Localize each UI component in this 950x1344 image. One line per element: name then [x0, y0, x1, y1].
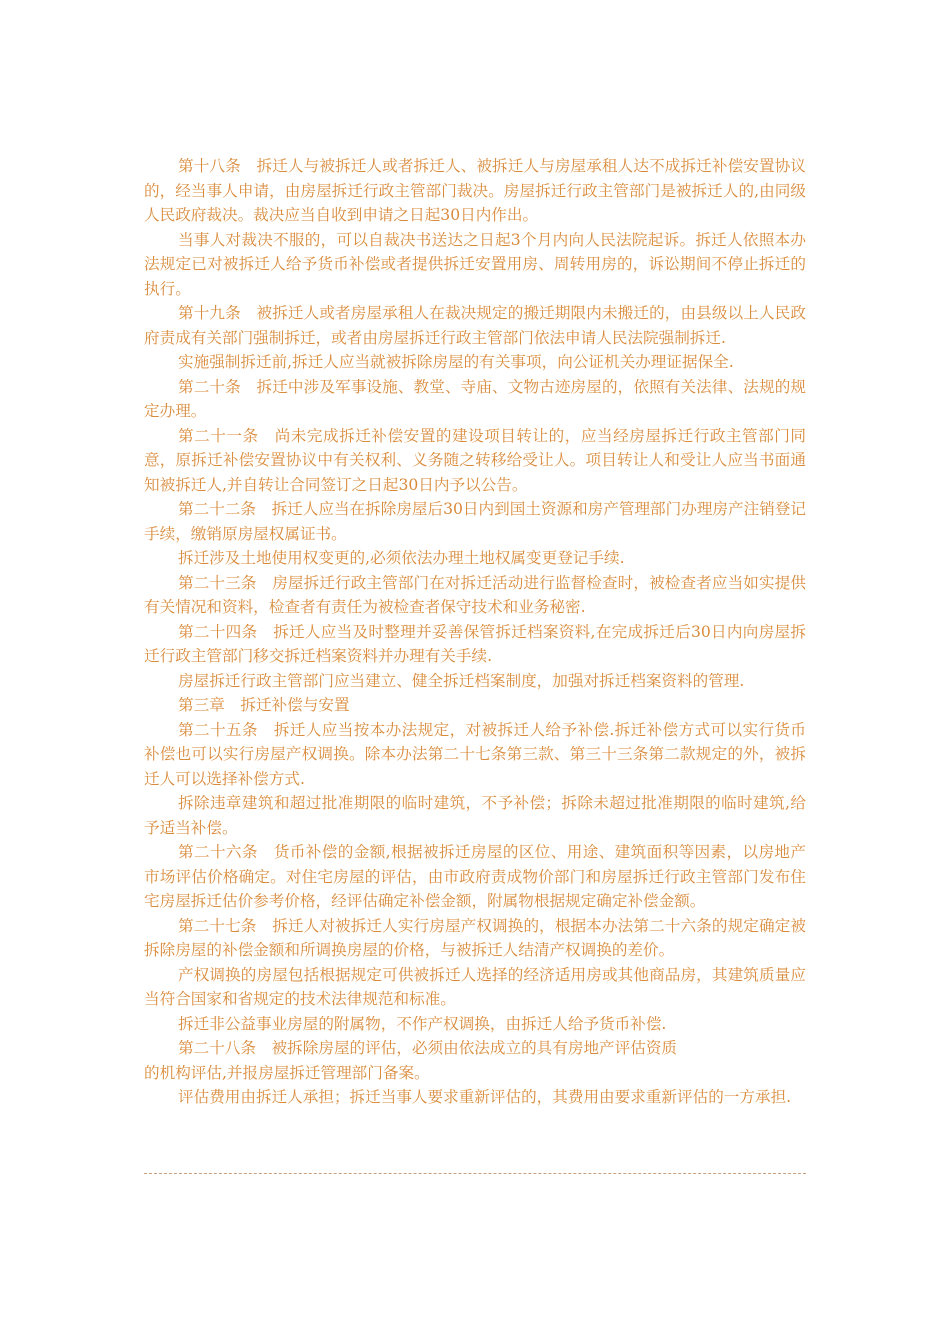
article-18-para-2: 当事人对裁决不服的，可以自裁决书送达之日起3个月内向人民法院起诉。拆迁人依照本办法规定已对被拆迁人给予货币补偿或者提供拆迁安置用房、周转用房的，诉讼期间不停止拆迁的执行。: [144, 230, 806, 298]
article-24: 第二十四条 拆迁人应当及时整理并妥善保管拆迁档案资料,在完成拆迁后30日内向房屋拆迁行政主管部门移交拆迁档案资料并办理有关手续.: [144, 622, 806, 665]
document-body: [144, 154, 806, 1110]
article-27-para-3: 拆迁非公益事业房屋的附属物，不作产权调换，由拆迁人给予货币补偿.: [178, 1014, 667, 1033]
article-22-para-2: 拆迁涉及土地使用权变更的,必须依法办理土地权属变更登记手续.: [178, 549, 625, 567]
article-28-continuation: 的机构评估,并报房屋拆迁管理部门备案。: [144, 1063, 430, 1082]
article-19: 第十九条 被拆迁人或者房屋承租人在裁决规定的搬迁期限内未搬迁的，由县级以上人民政府责成有关部门强制拆迁，或者由房屋拆迁行政主管部门依法申请人民法院强制拆迁.: [144, 304, 806, 347]
article-19-para-2: 实施强制拆迁前,拆迁人应当就被拆除房屋的有关事项，向公证机关办理证据保全.: [178, 353, 734, 371]
article-21: 第二十一条 尚未完成拆迁补偿安置的建设项目转让的，应当经房屋拆迁行政主管部门同意，原拆迁补偿安置协议中有关权利、义务随之转移给受让人。项目转让人和受让人应当书面通知被拆迁人,并自转让合同签订之日起30日内予以公告。: [144, 426, 806, 494]
article-20: 第二十条 拆迁中涉及军事设施、教堂、寺庙、文物古迹房屋的，依照有关法律、法规的规定办理。: [144, 377, 806, 420]
article-23: 第二十三条 房屋拆迁行政主管部门在对拆迁活动进行监督检查时，被检查者应当如实提供有关情况和资料，检查者有责任为被检查者保守技术和业务秘密.: [144, 573, 806, 616]
chapter-3-heading: 第三章 拆迁补偿与安置: [178, 696, 350, 714]
article-25-para-2: 拆除违章建筑和超过批准期限的临时建筑，不予补偿；拆除未超过批准期限的临时建筑,给予适当补偿。: [144, 794, 806, 837]
article-26: 第二十六条 货币补偿的金额,根据被拆迁房屋的区位、用途、建筑面积等因素，以房地产市场评估价格确定。对住宅房屋的评估，由市政府责成物价部门和房屋拆迁行政主管部门发布住宅房屋拆迁估价参考价格，经评估确定补偿金额，附属物根据规定确定补偿金额。: [144, 843, 806, 910]
page-divider: [144, 1173, 806, 1174]
article-18: 第十八条 拆迁人与被拆迁人或者拆迁人、被拆迁人与房屋承租人达不成拆迁补偿安置协议的，经当事人申请，由房屋拆迁行政主管部门裁决。房屋拆迁行政主管部门是被拆迁人的,由同级人民政府裁决。裁决应当自收到申请之日起30日内作出。: [144, 157, 806, 224]
article-22: 第二十二条 拆迁人应当在拆除房屋后30日内到国土资源和房产管理部门办理房产注销登记手续，缴销原房屋权属证书。: [144, 500, 806, 543]
article-25: 第二十五条 拆迁人应当按本办法规定，对被拆迁人给予补偿.拆迁补偿方式可以实行货币补偿也可以实行房屋产权调换。除本办法第二十七条第三款、第三十三条第二款规定的外，被拆迁人可以选择补偿方式.: [144, 720, 806, 788]
article-24-para-2: 房屋拆迁行政主管部门应当建立、健全拆迁档案制度，加强对拆迁档案资料的管理.: [178, 671, 745, 690]
article-28: 第二十八条 被拆除房屋的评估，必须由依法成立的具有房地产评估资质: [178, 1039, 678, 1057]
article-27-para-2: 产权调换的房屋包括根据规定可供被拆迁人选择的经济适用房或其他商品房，其建筑质量应当符合国家和省规定的技术法律规范和标准。: [144, 965, 806, 1008]
article-27: 第二十七条 拆迁人对被拆迁人实行房屋产权调换的，根据本办法第二十六条的规定确定被拆除房屋的补偿金额和所调换房屋的价格，与被拆迁人结清产权调换的差价。: [144, 916, 806, 959]
article-28-para-2: 评估费用由拆迁人承担；拆迁当事人要求重新评估的，其费用由要求重新评估的一方承担.: [178, 1088, 792, 1106]
